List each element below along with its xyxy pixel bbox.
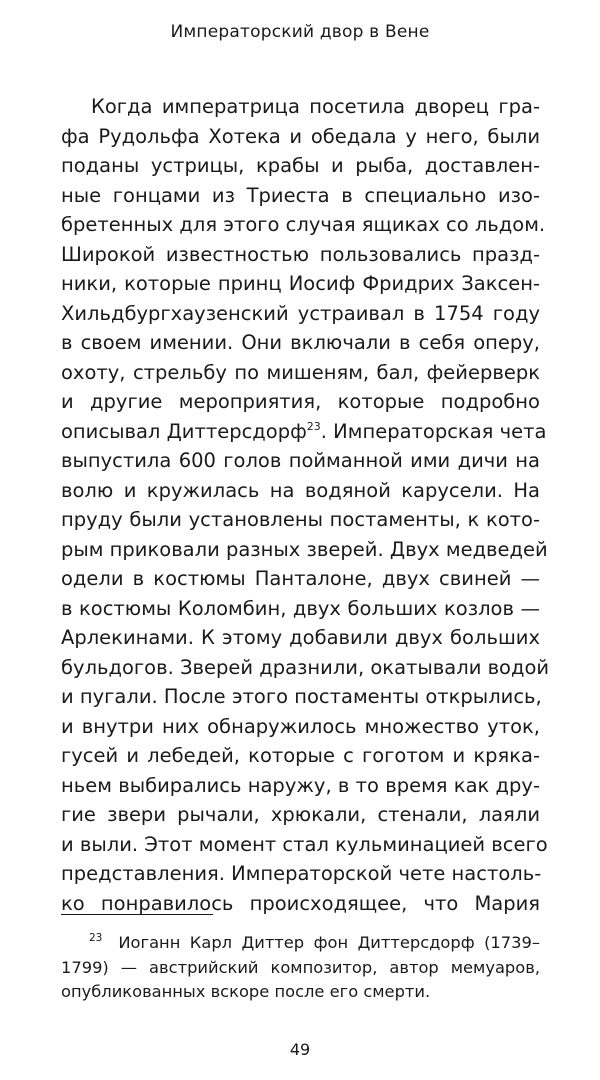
- footnote-reference[interactable]: 23: [306, 419, 321, 433]
- text-line: в костюмы Коломбин, двух больших козлов —: [61, 596, 540, 620]
- text-fragment: описывал Диттерсдорф: [61, 419, 307, 443]
- text-line: пруду были установлены постаменты, к кото-: [61, 508, 540, 531]
- text-line: одели в костюмы Панталоне, двух свиней —: [61, 567, 540, 590]
- main-text: [61, 92, 550, 918]
- text-line: бульдогов. Зверей дразнили, окатывали водой: [61, 655, 550, 679]
- text-line: бретенных для этого случая ящиках со льдом.: [61, 213, 546, 236]
- text-line: волю и кружилась на водяной карусели. На: [61, 478, 540, 502]
- text-line: поданы устрицы, крабы и рыба, доставлен-: [61, 154, 540, 177]
- text-line: ники, которые принц Иосиф Фридрих Заксен-: [61, 272, 540, 295]
- text-line: гие звери рычали, хрюкали, стенали, лаяли: [61, 803, 540, 826]
- text-line: выпустила 600 голов пойманной ими дичи на: [61, 449, 540, 472]
- text-line: охоту, стрельбу по мишеням, бал, фейерверк: [61, 360, 540, 384]
- footnote: [61, 931, 540, 1005]
- footnote-divider: [61, 914, 213, 915]
- text-line: и пугали. После этого постаменты открылись,: [61, 685, 542, 708]
- text-fragment: . Императорская чета: [320, 419, 547, 443]
- footnote-text: Иоганн Карл Диттер фон Диттерсдорф (1739–: [118, 933, 540, 952]
- text-line: ко понравилось происходящее, что Мария: [61, 891, 540, 915]
- text-line: представления. Императорской чете настоль-: [61, 862, 542, 885]
- text-line: Хильдбургхаузенский устраивал в 1754 году: [61, 301, 540, 325]
- text-line: Широкой известностью пользовались празд-: [61, 242, 540, 266]
- text-line: ные гонцами из Триеста в специально изо-: [61, 183, 540, 207]
- page-number: 49: [289, 1040, 311, 1059]
- text-line: рым приковали разных зверей. Двух медведей: [61, 537, 548, 561]
- footnote-line: опубликованных вскоре после его смерти.: [61, 982, 431, 1001]
- text-line: в своем имении. Они включали в себя оперу,: [61, 331, 540, 354]
- text-line: Когда императрица посетила дворец гра-: [91, 95, 540, 118]
- text-line: и выли. Этот момент стал кульминацией всего: [61, 832, 548, 856]
- footnote-marker: 23: [89, 932, 103, 944]
- text-line: гусей и лебедей, которые с гоготом и кряка-: [61, 744, 540, 767]
- footnote-line: 1799) — австрийский композитор, автор мемуаров,: [61, 957, 540, 977]
- text-line-with-footnote-ref: [61, 417, 547, 447]
- text-line: фа Рудольфа Хотека и обедала у него, были: [61, 124, 540, 148]
- text-line: Арлекинами. К этому добавили двух больших: [61, 626, 540, 649]
- running-header: Императорский двор в Вене: [170, 22, 430, 42]
- text-line: ньем выбирались наружу, в то время как дру-: [61, 773, 540, 797]
- text-line: и другие мероприятия, которые подробно: [61, 390, 540, 413]
- text-line: и внутри них обнаружилось множество уток,: [61, 714, 540, 738]
- footnote-line: [61, 931, 540, 956]
